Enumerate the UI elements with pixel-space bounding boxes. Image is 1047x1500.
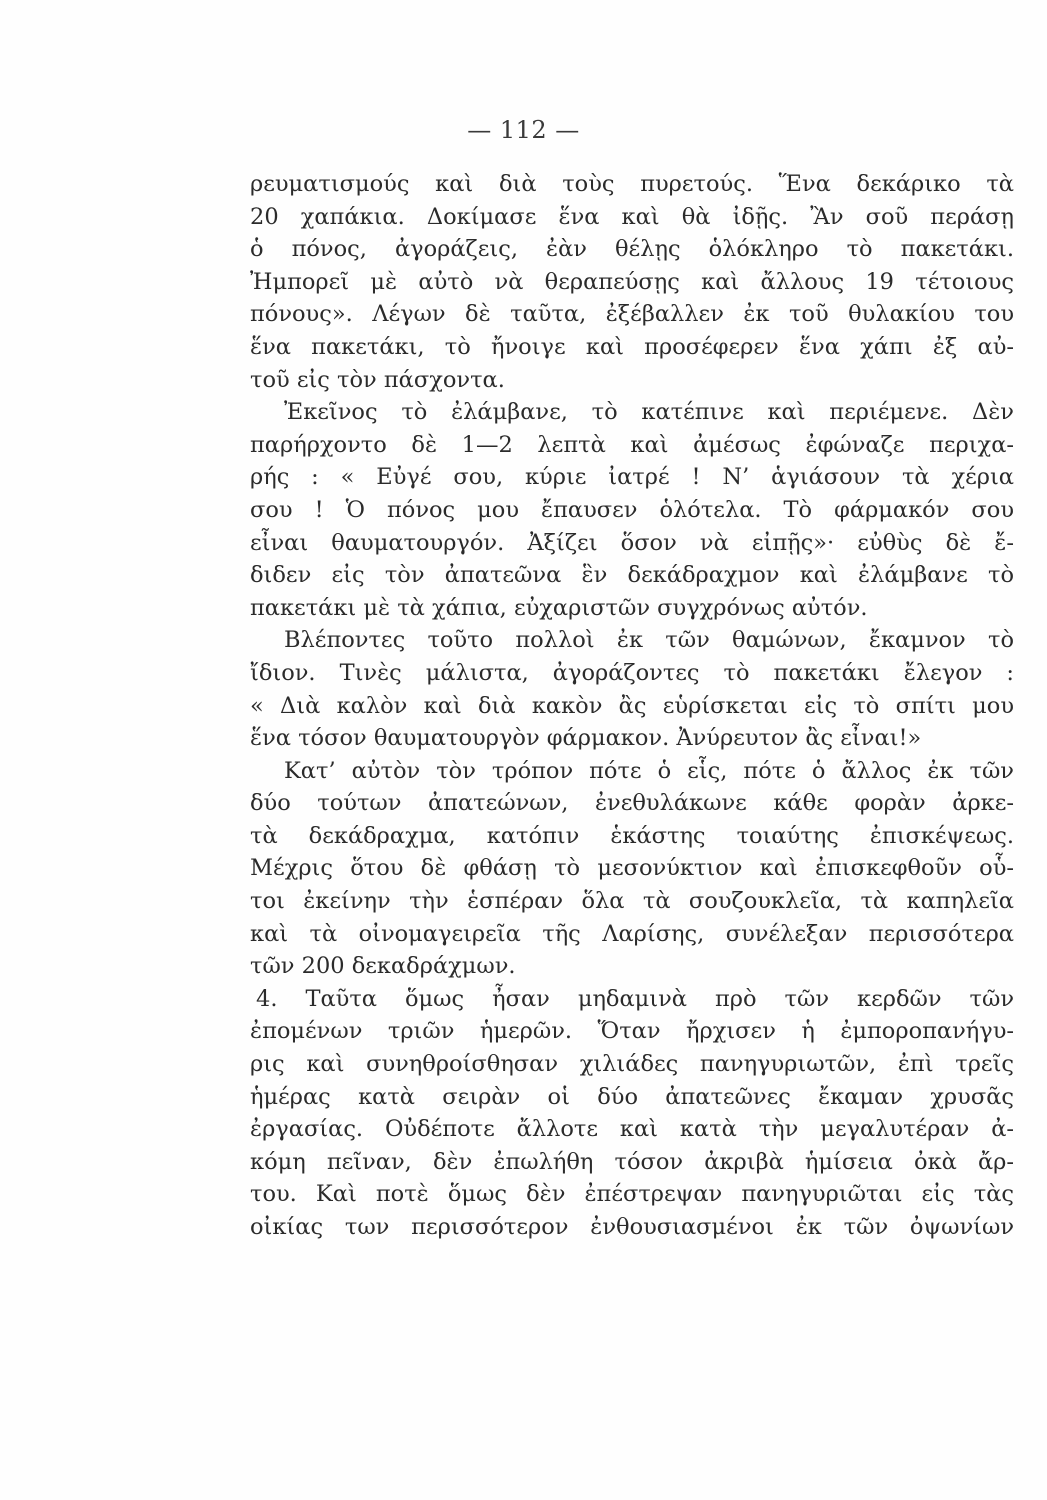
text-line: Κατ’ αὐτὸν τὸν τρόπον πότε ὁ εἷς, πότε ὁ ἄλλος ἐκ τῶν (284, 757, 1014, 784)
text-line: Βλέποντες τοῦτο πολλοὶ ἐκ τῶν θαμώνων, ἔκαμνον τὸ (284, 627, 1014, 654)
text-line: τῶν 200 δεκαδράχμων. (250, 953, 516, 980)
text-line: 4. Ταῦτα ὅμως ἦσαν μηδαμινὰ πρὸ τῶν κερδῶν τῶν (256, 985, 1014, 1012)
text-line: Ἠμπορεῖ μὲ αὐτὸ νὰ θεραπεύσῃς καὶ ἄλλους 19 τέτοιους (250, 268, 1014, 295)
text-line: ἕνα τόσον θαυματουργὸν φάρμακον. Ἀνύρευτον ἂς εἶναι!» (250, 725, 922, 752)
text-line: τοι ἐκείνην τὴν ἑσπέραν ὅλα τὰ σουζουκλεῖα, τὰ καπηλεῖα (250, 888, 1014, 915)
text-line: ἴδιον. Τινὲς μάλιστα, ἀγοράζοντες τὸ πακετάκι ἔλεγον : (250, 659, 1014, 686)
text-line: του. Καὶ ποτὲ ὅμως δὲν ἐπέστρεψαν πανηγυριῶται εἰς τὰς (250, 1181, 1014, 1208)
text-line: ὁ πόνος, ἀγοράζεις, ἐὰν θέλῃς ὁλόκληρο τὸ πακετάκι. (250, 236, 1014, 263)
text-line: διδεν εἰς τὸν ἀπατεῶνα ἓν δεκάδραχμον καὶ ἐλάμβανε τὸ (250, 562, 1014, 589)
text-line: κόμη πεῖναν, δὲν ἐπωλήθη τόσον ἀκριβὰ ἡμίσεια ὀκὰ ἄρ- (250, 1148, 1014, 1175)
text-line: Ἐκεῖνος τὸ ἐλάμβανε, τὸ κατέπινε καὶ περιέμενε. Δὲν (284, 399, 1014, 426)
text-line: ἡμέρας κατὰ σειρὰν οἱ δύο ἀπατεῶνες ἔκαμαν χρυσᾶς (250, 1083, 1014, 1110)
text-line: παρήρχοντο δὲ 1—2 λεπτὰ καὶ ἀμέσως ἐφώναζε περιχα- (250, 431, 1014, 458)
body-text (250, 168, 1014, 1244)
text-line: πακετάκι μὲ τὰ χάπια, εὐχαριστῶν συγχρόνως αὐτόν. (250, 594, 868, 621)
text-line: ἕνα πακετάκι, τὸ ἤνοιγε καὶ προσέφερεν ἕνα χάπι ἐξ αὐ- (250, 333, 1014, 360)
text-line: τὰ δεκάδραχμα, κατόπιν ἑκάστης τοιαύτης ἐπισκέψεως. (250, 822, 1014, 849)
text-line: οἰκίας των περισσότερον ἐνθουσιασμένοι ἐκ τῶν ὀψωνίων (250, 1214, 1014, 1240)
text-line: « Διὰ καλὸν καὶ διὰ κακὸν ἂς εὑρίσκεται εἰς τὸ σπίτι μου (250, 692, 1014, 719)
text-line: εἶναι θαυματουργόν. Ἀξίζει ὅσον νὰ εἰπῇς»· εὐθὺς δὲ ἔ- (250, 529, 1014, 556)
text-line: ρής : « Εὐγέ σου, κύριε ἰατρέ ! Ν’ ἁγιάσουν τὰ χέρια (250, 464, 1014, 491)
text-line: Μέχρις ὅτου δὲ φθάσῃ τὸ μεσονύκτιον καὶ ἐπισκεφθοῦν οὗ- (250, 855, 1014, 882)
text-line: ρις καὶ συνηθροίσθησαν χιλιάδες πανηγυριωτῶν, ἐπὶ τρεῖς (250, 1051, 1014, 1078)
text-line: δύο τούτων ἀπατεώνων, ἐνεθυλάκωνε κάθε φορὰν ἀρκε- (250, 790, 1014, 817)
text-line: ρευματισμούς καὶ διὰ τοὺς πυρετούς. Ἕνα δεκάρικο τὰ (250, 171, 1014, 197)
text-line: πόνους». Λέγων δὲ ταῦτα, ἐξέβαλλεν ἐκ τοῦ θυλακίου του (250, 301, 1014, 328)
text-line: τοῦ εἰς τὸν πάσχοντα. (250, 366, 505, 393)
text-line: 20 χαπάκια. Δοκίμασε ἕνα καὶ θὰ ἰδῇς. Ἂν σοῦ περάσῃ (250, 203, 1014, 230)
text-line: σου ! Ὁ πόνος μου ἔπαυσεν ὁλότελα. Τὸ φάρμακόν σου (250, 496, 1014, 523)
page-number: — 112 — (467, 116, 580, 144)
text-line: καὶ τὰ οἰνομαγειρεῖα τῆς Λαρίσης, συνέλεξαν περισσότερα (250, 920, 1014, 947)
text-line: ἐπομένων τριῶν ἡμερῶν. Ὅταν ἤρχισεν ἡ ἐμποροπανήγυ- (250, 1018, 1014, 1045)
text-line: ἐργασίας. Οὐδέποτε ἄλλοτε καὶ κατὰ τὴν μεγαλυτέραν ἀ- (250, 1116, 1014, 1143)
